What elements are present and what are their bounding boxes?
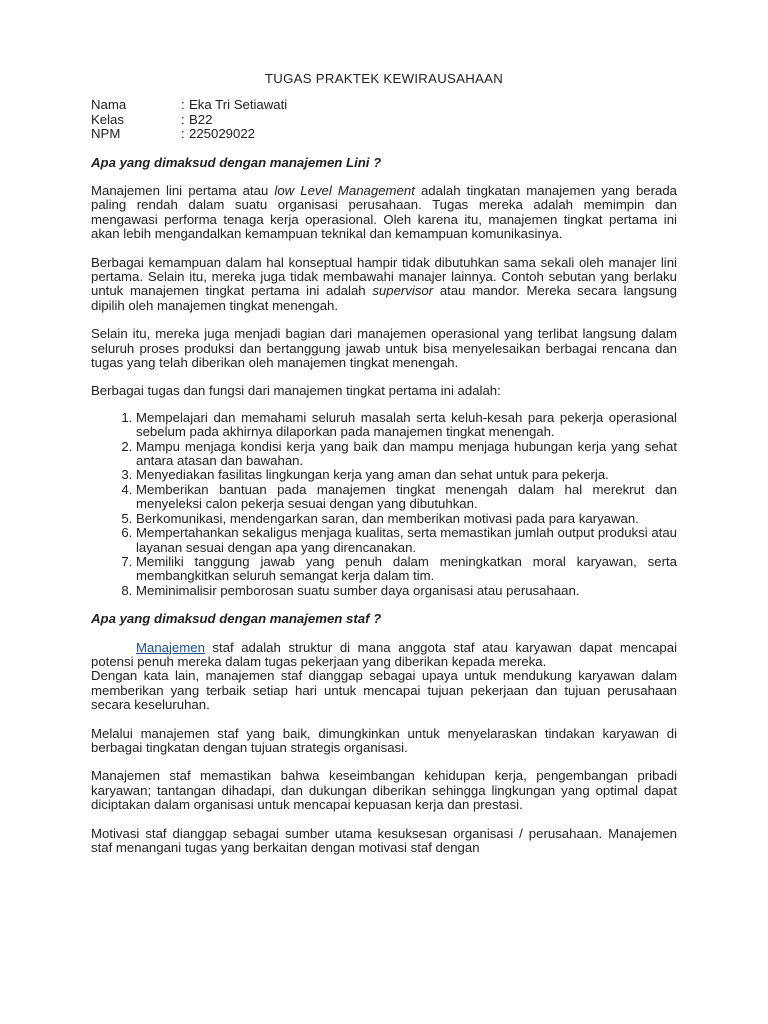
section-heading: Apa yang dimaksud dengan manajemen staf ? bbox=[91, 611, 382, 627]
section-heading: Apa yang dimaksud dengan manajemen Lini ? bbox=[91, 154, 382, 170]
paragraph bbox=[91, 256, 677, 314]
text-run: atau mandor. Mereka secara langsung dipilih oleh manajemen tingkat menengah. bbox=[91, 283, 677, 313]
text-run: adalah tingkatan manajemen yang berada paling rendah dalam suatu organisasi perusahaan. Tugas mereka adalah memimpin dan mengawasi performa tenaga kerja operasional. Oleh karena itu, manajemen tingkat pertama ini akan lebih mengandalkan kemampuan teknikal dan kemampuan komunikasinya. bbox=[91, 182, 678, 242]
list-item: 5. Berkomunikasi, mendengarkan saran, dan memberikan motivasi pada para karyawan. bbox=[136, 512, 677, 526]
info-label: NPM bbox=[91, 126, 121, 142]
text-run: Berbagai kemampuan dalam hal konseptual hampir tidak dibutuhkan sama sekali oleh manajer lini pertama. Selain itu, mereka juga tidak membawahi manajer lainnya. Contoh sebutan yang berlaku untuk manajemen tingkat pertama ini adalah bbox=[91, 254, 677, 299]
list-item: 3. Menyediakan fasilitas lingkungan kerja yang aman dan sehat untuk para pekerja. bbox=[136, 468, 677, 482]
list-item: 6. Mempertahankan sekaligus menjaga kualitas, serta memastikan jumlah output produksi atau layanan sesuai dengan apa yang direncanakan. bbox=[136, 526, 677, 555]
student-info bbox=[91, 98, 677, 141]
list-item: 1. Mempelajari dan memahami seluruh masalah serta keluh-kesah para pekerja operasional sebelum pada akhirnya dilaporkan pada manajemen tingkat menengah. bbox=[136, 411, 677, 440]
paragraph: Manajemen staf memastikan bahwa keseimbangan kehidupan kerja, pengembangan pribadi karyawan; tantangan dihadapi, dan dukungan diberikan sehingga lingkungan yang optimal dapat diciptakan dalam organisasi untuk mencapai kepuasan kerja dan prestasi. bbox=[91, 768, 677, 813]
info-value: Eka Tri Setiawati bbox=[189, 97, 288, 113]
info-separator: : bbox=[181, 126, 185, 142]
info-row-class bbox=[91, 113, 677, 127]
document-content bbox=[91, 72, 677, 869]
duties-list bbox=[91, 411, 677, 598]
info-value: 225029022 bbox=[189, 126, 256, 142]
list-item: 7. Memiliki tanggung jawab yang penuh dalam meningkatkan moral karyawan, serta membangkitkan seluruh semangat kerja dalam tim. bbox=[136, 555, 677, 584]
info-separator: : bbox=[181, 111, 185, 127]
paragraph bbox=[91, 184, 677, 242]
document-title: TUGAS PRAKTEK KEWIRAUSAHAAN bbox=[264, 71, 504, 86]
info-label: Kelas bbox=[91, 111, 124, 127]
italic-term: supervisor bbox=[372, 283, 434, 299]
italic-term: low Level Management bbox=[274, 182, 415, 198]
paragraph: Dengan kata lain, manajemen staf dianggap sebagai upaya untuk mendukung karyawan dalam memberikan yang terbaik setiap hari untuk mencapai tujuan pekerjaan dan tujuan perusahaan secara keseluruhan. bbox=[91, 668, 677, 713]
info-value: B22 bbox=[189, 111, 213, 127]
paragraph bbox=[91, 641, 677, 670]
paragraph: Selain itu, mereka juga menjadi bagian dari manajemen operasional yang terlibat langsung dalam seluruh proses produksi dan bertanggung jawab untuk bisa menyelesaikan berbagai rencana dan tugas yang telah diberikan oleh manajemen tingkat menengah. bbox=[91, 326, 677, 371]
paragraph: Melalui manajemen staf yang baik, dimungkinkan untuk menyelaraskan tindakan karyawan di berbagai tingkatan dengan tujuan strategis organisasi. bbox=[91, 725, 677, 755]
manajemen-link[interactable]: Manajemen bbox=[136, 639, 205, 655]
list-item: 8. Meminimalisir pemborosan suatu sumber daya organisasi atau perusahaan. bbox=[136, 584, 677, 598]
text-run: staf adalah struktur di mana anggota staf atau karyawan dapat mencapai potensi penuh mereka dalam tugas pekerjaan yang diberikan kepada mereka. bbox=[91, 639, 677, 669]
list-item: 4. Memberikan bantuan pada manajemen tingkat menengah dalam hal merekrut dan menyeleksi calon pekerja sesuai dengan yang dibutuhkan. bbox=[136, 483, 677, 512]
info-separator: : bbox=[181, 97, 185, 113]
text-run: Manajemen lini pertama atau bbox=[91, 182, 275, 198]
list-item: 2. Mampu menjaga kondisi kerja yang baik dan mampu menjaga hubungan kerja yang sehat antara atasan dan bawahan. bbox=[136, 440, 677, 469]
info-label: Nama bbox=[91, 97, 127, 113]
info-row-npm bbox=[91, 127, 677, 141]
info-row-name bbox=[91, 98, 677, 112]
paragraph: Berbagai tugas dan fungsi dari manajemen tingkat pertama ini adalah: bbox=[91, 383, 501, 399]
paragraph: Motivasi staf dianggap sebagai sumber utama kesuksesan organisasi / perusahaan. Manajemen staf menangani tugas yang berkaitan dengan motivasi staf dengan bbox=[91, 825, 677, 856]
